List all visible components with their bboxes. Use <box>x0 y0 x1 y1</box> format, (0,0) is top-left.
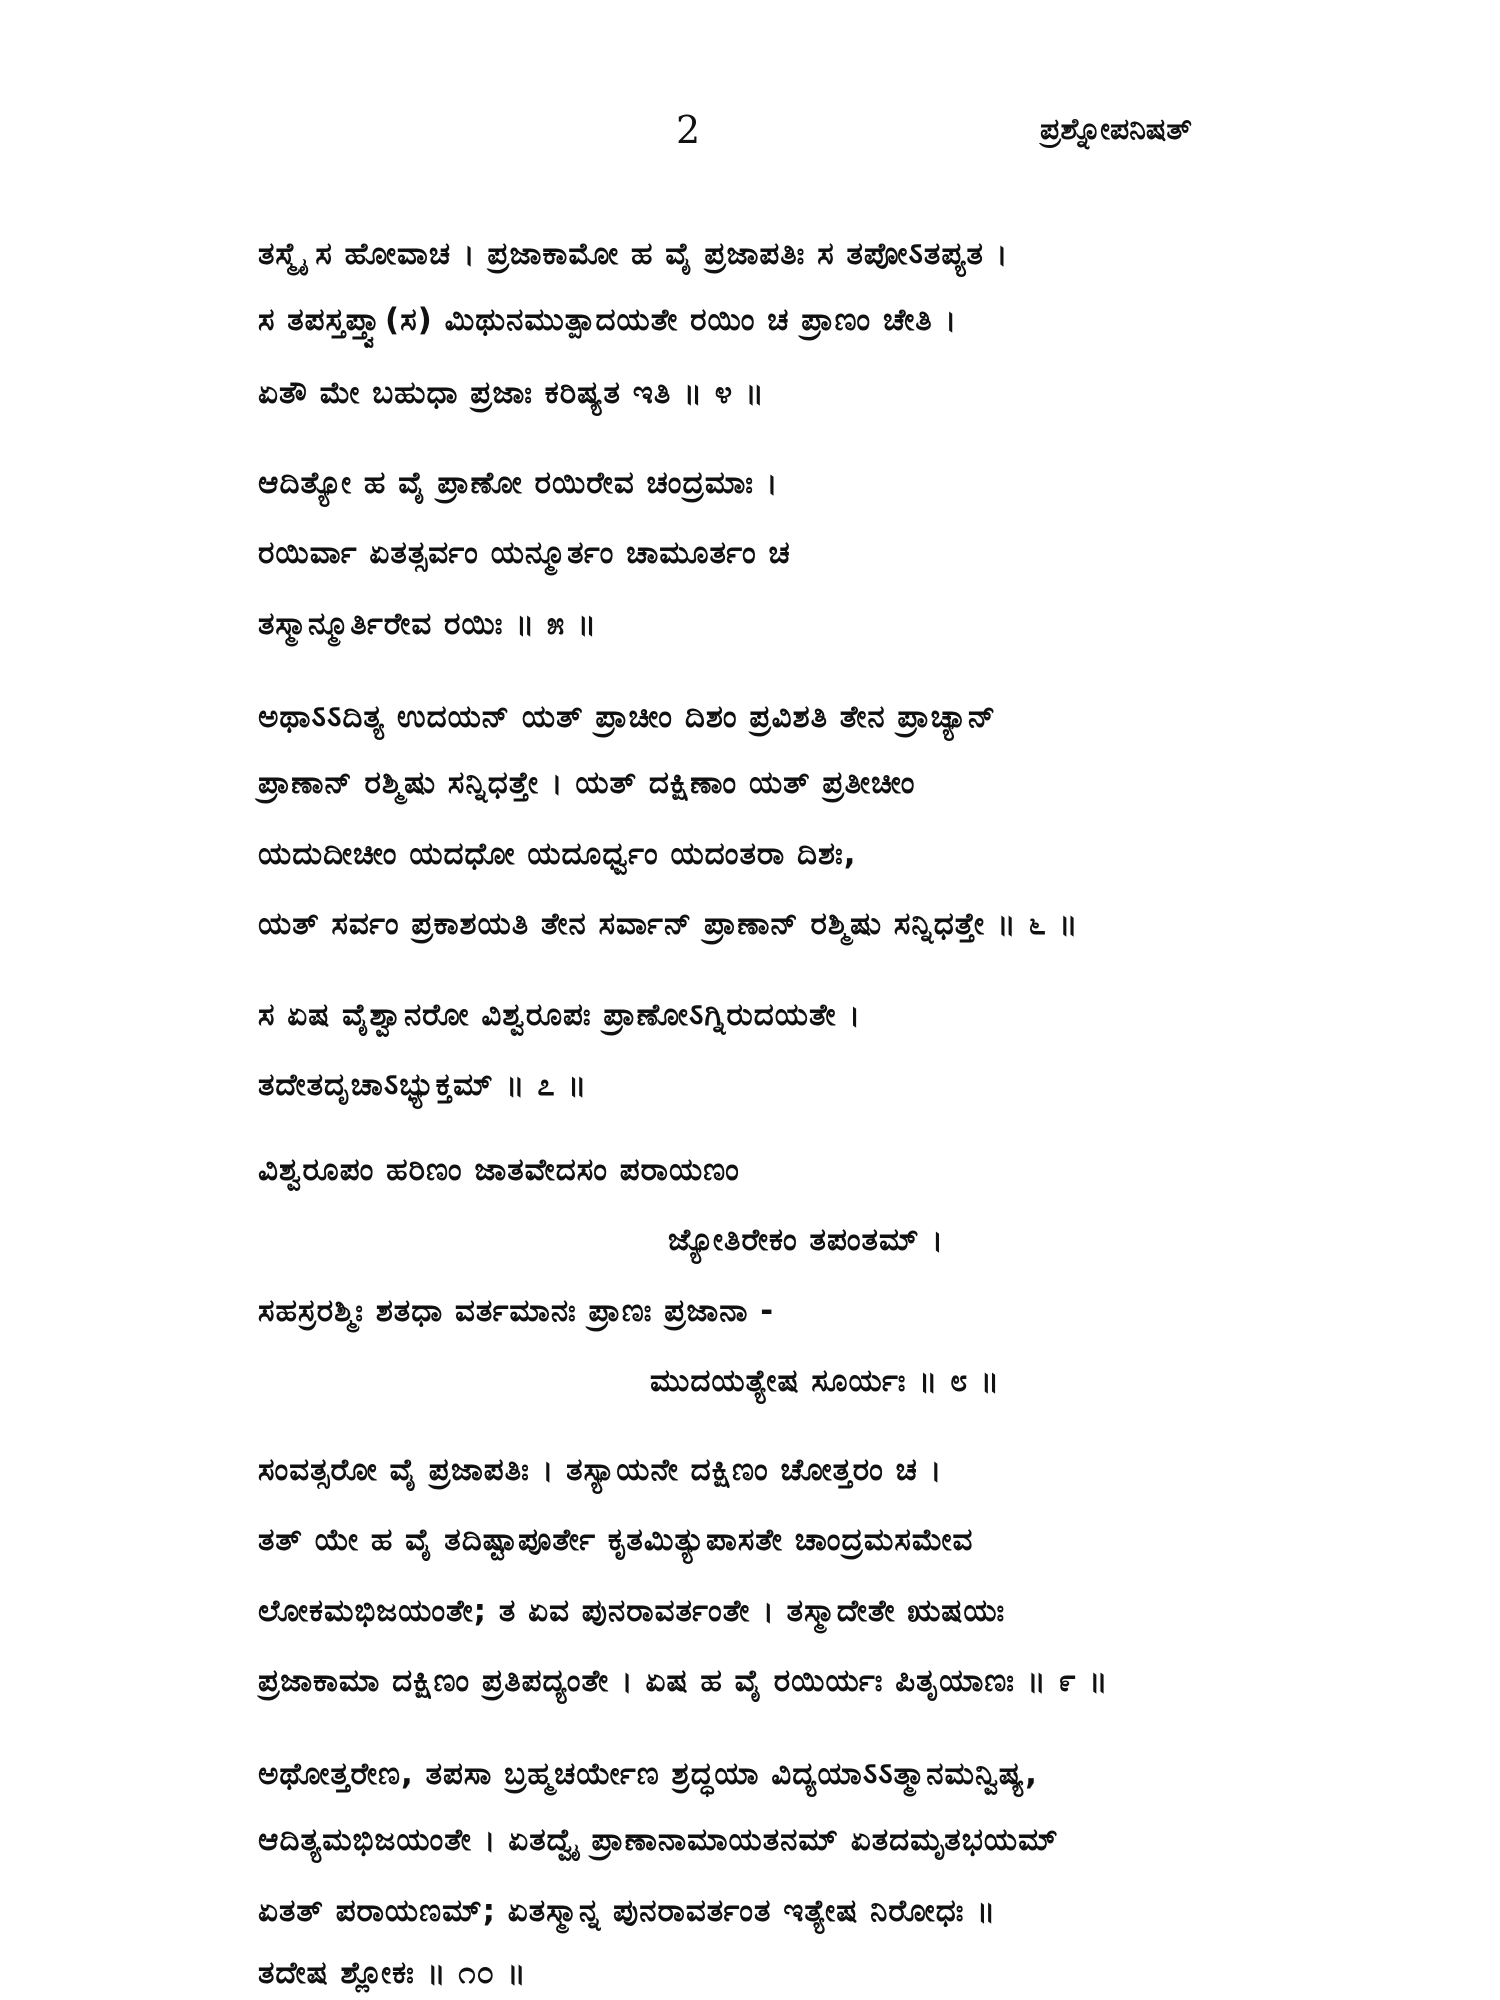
verse-line: ಸಹಸ್ರರಶ್ಮಿಃ ಶತಧಾ ವರ್ತಮಾನಃ ಪ್ರಾಣಃ ಪ್ರಜಾನಾ - <box>258 1293 775 1329</box>
verse-line: ಸ ತಪಸ್ತಪ್ತ್ವಾ(ಸ) ಮಿಥುನಮುತ್ಪಾದಯತೇ ರಯಿಂ ಚ ಪ್ರಾಣಂ ಚೇತಿ । <box>258 302 958 338</box>
verse-line: ಏತತ್ ಪರಾಯಣಮ್; ಏತಸ್ಮಾನ್ನ ಪುನರಾವರ್ತಂತ ಇತ್ಯೇಷ ನಿರೋಧಃ ॥ <box>258 1893 997 1929</box>
verse-line: ಯದುದೀಚೀಂ ಯದಧೋ ಯದೂರ್ಧ್ವಂ ಯದಂತರಾ ದಿಶಃ, <box>258 836 857 872</box>
verse-line: ತದೇತದೃಚಾऽಭ್ಯುಕ್ತಮ್ ॥ ೭ ॥ <box>258 1067 588 1103</box>
verse-line: ತಸ್ಮೈ ಸ ಹೋವಾಚ । ಪ್ರಜಾಕಾಮೋ ಹ ವೈ ಪ್ರಜಾಪತಿಃ ಸ ತಪೋऽತಪ್ಯತ । <box>258 236 1009 272</box>
verse-line: ಯತ್ ಸರ್ವಂ ಪ್ರಕಾಶಯತಿ ತೇನ ಸರ್ವಾನ್ ಪ್ರಾಣಾನ್ ರಶ್ಮಿಷು ಸನ್ನಿಧತ್ತೇ ॥ ೬ ॥ <box>258 906 1079 942</box>
verse-line: ತಸ್ಮಾನ್ಮೂರ್ತಿರೇವ ರಯಿಃ ॥ ೫ ॥ <box>258 606 597 642</box>
verse-line: ರಯಿರ್ವಾ ಏತತ್ಸರ್ವಂ ಯನ್ಮೂರ್ತಂ ಚಾಮೂರ್ತಂ ಚ <box>258 535 791 571</box>
verse-line: ವಿಶ್ವರೂಪಂ ಹರಿಣಂ ಜಾತವೇದಸಂ ಪರಾಯಣಂ <box>258 1152 740 1188</box>
page-number: 2 <box>676 108 701 152</box>
verse-line: ಆದಿತ್ಯೋ ಹ ವೈ ಪ್ರಾಣೋ ರಯಿರೇವ ಚಂದ್ರಮಾಃ । <box>258 465 779 501</box>
verse-line: ಅಥೋತ್ತರೇಣ, ತಪಸಾ ಬ್ರಹ್ಮಚರ್ಯೇಣ ಶ್ರದ್ಧಯಾ ವಿದ್ಯಯಾऽऽತ್ಮಾನಮನ್ವಿಷ್ಯ, <box>258 1756 1038 1792</box>
verse-line: ಅಥಾऽऽದಿತ್ಯ ಉದಯನ್ ಯತ್ ಪ್ರಾಚೀಂ ದಿಶಂ ಪ್ರವಿಶತಿ ತೇನ ಪ್ರಾಚ್ಯಾನ್ <box>258 699 997 735</box>
verse-line: ಏತೌ ಮೇ ಬಹುಧಾ ಪ್ರಜಾಃ ಕರಿಷ್ಯತ ಇತಿ ॥ ೪ ॥ <box>258 375 765 411</box>
verse-line: ಪ್ರಾಣಾನ್ ರಶ್ಮಿಷು ಸನ್ನಿಧತ್ತೇ । ಯತ್ ದಕ್ಷಿಣಾಂ ಯತ್ ಪ್ರತೀಚೀಂ <box>258 765 916 801</box>
verse-line: ಆದಿತ್ಯಮಭಿಜಯಂತೇ । ಏತದ್ವೈ ಪ್ರಾಣಾನಾಮಾಯತನಮ್ ಏತದಮೃತಭಯಮ್ <box>258 1822 1059 1858</box>
verse-line: ತದೇಷ ಶ್ಲೋಕಃ ॥ ೧೦ ॥ <box>258 1955 527 1991</box>
verse-line: ಜ್ಯೋತಿರೇಕಂ ತಪಂತಮ್ । <box>668 1222 945 1258</box>
verse-line: ಸ ಏಷ ವೈಶ್ವಾನರೋ ವಿಶ್ವರೂಪಃ ಪ್ರಾಣೋऽಗ್ನಿರುದಯತೇ । <box>258 997 862 1033</box>
verse-line: ಮುದಯತ್ಯೇಷ ಸೂರ್ಯಃ ॥ ೮ ॥ <box>650 1363 1001 1399</box>
verse-line: ಪ್ರಜಾಕಾಮಾ ದಕ್ಷಿಣಂ ಪ್ರತಿಪದ್ಯಂತೇ । ಏಷ ಹ ವೈ ರಯಿರ್ಯಃ ಪಿತೃಯಾಣಃ ॥ ೯ ॥ <box>258 1663 1109 1699</box>
verse-line: ಸಂವತ್ಸರೋ ವೈ ಪ್ರಜಾಪತಿಃ । ತಸ್ಯಾಯನೇ ದಕ್ಷಿಣಂ ಚೋತ್ತರಂ ಚ । <box>258 1452 943 1488</box>
verse-line: ಲೋಕಮಭಿಜಯಂತೇ; ತ ಏವ ಪುನರಾವರ್ತಂತೇ । ತಸ್ಮಾದೇತೇ ಋಷಯಃ <box>258 1593 1006 1629</box>
verse-line: ತತ್ ಯೇ ಹ ವೈ ತದಿಷ್ಟಾಪೂರ್ತೇ ಕೃತಮಿತ್ಯುಪಾಸತೇ ಚಾಂದ್ರಮಸಮೇವ <box>258 1522 974 1558</box>
running-title: ಪ್ರಶ್ನೋಪನಿಷತ್ <box>1040 112 1192 147</box>
